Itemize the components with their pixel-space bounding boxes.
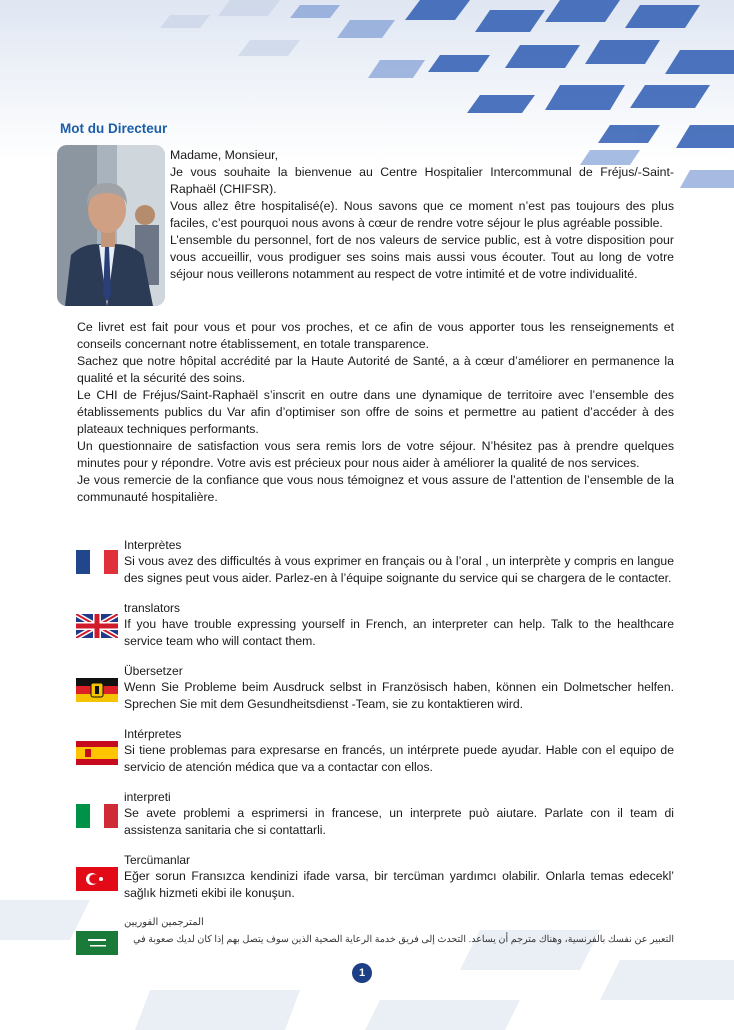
lang-title-french: Interprètes [124, 538, 182, 552]
page-number: 1 [352, 963, 372, 983]
lang-title-german: Übersetzer [124, 664, 183, 678]
flag-germany-icon [76, 678, 118, 702]
flag-italy-icon [76, 804, 118, 828]
lang-title-italian: interpreti [124, 790, 171, 804]
lang-text-arabic: التعبير عن نفسك بالفرنسية، وهناك مترجم أن يساعد. التحدث إلى فريق خدمة الرعاية الصحية الذين سوف يتصل بهم إذا كان لديك صعوبة في [133, 934, 674, 945]
lang-title-arabic: المترجمين الفوريين [124, 917, 204, 928]
intro-line: L’ensemble du personnel, fort de nos valeurs de service public, est à votre disposition pour vous accueillir, vous prodiguer ses soins mais aussi vous écouter. Tout au long de votre séjour nous veillerons notamment au respect de votre intimité et de votre individualité. [170, 233, 674, 281]
lang-text-spanish: Si tiene problemas para expresarse en francés, un intérprete puede ayudar. Hable con el equipo de servicio de atención médica que va a contactar con ellos. [124, 743, 674, 774]
lang-title-spanish: Intérpretes [124, 727, 182, 741]
lang-text-italian: Se avete problemi a esprimersi in francese, un interprete può aiutare. Parlate con il team di assistenza sanitaria che si contattarli. [124, 806, 674, 837]
flag-france-icon [76, 550, 118, 574]
intro-line: Vous allez être hospitalisé(e). Nous savons que ce moment n’est pas toujours des plus faciles, c’est pourquoi nous avons à cœur de rendre votre séjour le plus agréable possible. [170, 199, 674, 230]
intro-line: Ce livret est fait pour vous et pour vos proches, et ce afin de vous apporter tous les renseignements et conseils concernant notre établissement, en totale transparence. [77, 320, 674, 351]
lang-text-german: Wenn Sie Probleme beim Ausdruck selbst in Französisch haben, können ein Dolmetscher helfen. Sprechen Sie mit dem Gesundheitsdienst -Team, sie zu kontaktieren wird. [124, 680, 674, 711]
lang-text-turkish: Eğer sorun Fransızca kendinizi ifade varsa, bir tercüman yardımcı olabilir. Onlarla temas edecekl’ sağlık hizmeti ekibi ile konuşun. [124, 869, 674, 900]
intro-paragraph-top [170, 147, 674, 283]
intro-line: Madame, Monsieur, [170, 148, 278, 162]
page-title: Mot du Directeur [60, 121, 168, 136]
lang-title-turkish: Tercümanlar [124, 853, 191, 867]
flag-spain-icon [76, 741, 118, 765]
intro-line: Sachez que notre hôpital accrédité par la Haute Autorité de Santé, a à cœur d’améliorer en permanence la qualité et la sécurité des soins. [77, 354, 674, 385]
intro-paragraph-bottom [77, 319, 674, 506]
lang-text-french: Si vous avez des difficultés à vous exprimer en français ou à l’oral , un interprète y compris en langue des signes peut vous aider. Parlez-en à l’équipe soignante du service qui se chargera de le contacter. [124, 554, 674, 585]
director-photo [57, 145, 165, 306]
lang-text-english: If you have trouble expressing yourself in French, an interpreter can help. Talk to the healthcare service team who will contact them. [124, 617, 674, 648]
intro-line: Je vous remercie de la confiance que vous nous témoignez et vous assure de l’attention de l’ensemble de la communauté hospitalière. [77, 473, 674, 504]
flag-turkey-icon [76, 867, 118, 891]
flag-uk-icon [76, 614, 118, 638]
lang-title-english: translators [124, 601, 181, 615]
flag-saudi-arabia-icon [76, 931, 118, 955]
intro-line: Le CHI de Fréjus/Saint-Raphaël s’inscrit en outre dans une dynamique de territoire avec l’ensemble des établissements publics du Var afin d’optimiser son offre de soins et permettre au patient d’accéder à des plateaux techniques performants. [77, 388, 674, 436]
intro-line: Je vous souhaite la bienvenue au Centre Hospitalier Intercommunal de Fréjus/-Saint-Raphaël (CHIFSR). [170, 165, 674, 196]
intro-line: Un questionnaire de satisfaction vous sera remis lors de votre séjour. N’hésitez pas à prendre quelques minutes pour y répondre. Votre avis est précieux pour nous aider à améliorer la qualité de nos services. [77, 439, 674, 470]
